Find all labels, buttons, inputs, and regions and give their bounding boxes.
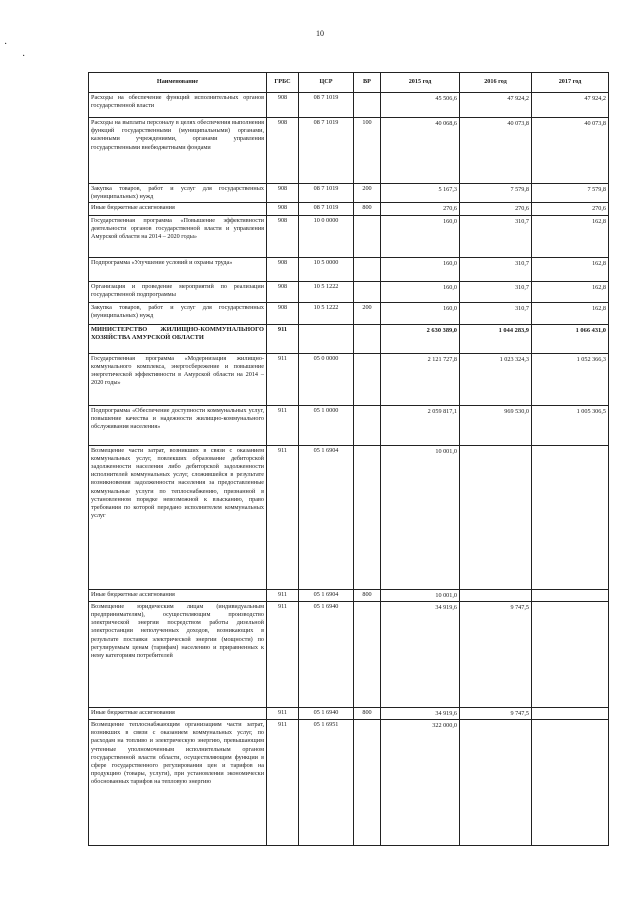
cell-vr: 200 — [354, 302, 381, 324]
cell-vr — [354, 215, 381, 257]
cell-2017: 47 924,2 — [532, 93, 609, 118]
header-2015: 2015 год — [381, 73, 460, 93]
table-row — [89, 353, 609, 405]
cell-2016: 969 530,0 — [460, 405, 532, 445]
cell-grbs: 911 — [267, 589, 299, 601]
cell-grbs: 911 — [267, 405, 299, 445]
cell-grbs: 908 — [267, 281, 299, 302]
cell-2017: 270,6 — [532, 203, 609, 215]
cell-vr: 800 — [354, 707, 381, 719]
cell-2015: 10 001,0 — [381, 445, 460, 589]
cell-name: Подпрограмма «Обеспечение доступности коммунальных услуг, повышение качества и надежности жилищно-коммунального обслуживания населения» — [89, 405, 267, 445]
cell-2017: 162,8 — [532, 215, 609, 257]
cell-2015: 2 059 817,1 — [381, 405, 460, 445]
cell-vr — [354, 257, 381, 281]
table-row — [89, 601, 609, 707]
table-row — [89, 324, 609, 353]
cell-csr: 05 1 0000 — [299, 405, 354, 445]
cell-csr: 08 7 1019 — [299, 93, 354, 118]
table-row — [89, 118, 609, 184]
cell-vr — [354, 720, 381, 846]
cell-2015: 160,0 — [381, 215, 460, 257]
cell-2015: 160,0 — [381, 302, 460, 324]
cell-vr: 800 — [354, 203, 381, 215]
cell-2016 — [460, 720, 532, 846]
cell-2016: 1 023 324,3 — [460, 353, 532, 405]
cell-2015: 34 919,6 — [381, 707, 460, 719]
cell-csr: 08 7 1019 — [299, 184, 354, 203]
cell-2015: 45 506,6 — [381, 93, 460, 118]
cell-grbs: 911 — [267, 601, 299, 707]
cell-grbs: 908 — [267, 203, 299, 215]
cell-grbs: 908 — [267, 257, 299, 281]
header-2016: 2016 год — [460, 73, 532, 93]
cell-name: Расходы на выплаты персоналу в целях обеспечения выполнения функций государственными (муниципальными) органами, казенными учреждениями, органами управления государственными внебюджетными фондами — [89, 118, 267, 184]
cell-grbs: 908 — [267, 302, 299, 324]
cell-name: Закупка товаров, работ и услуг для государственных (муниципальных) нужд — [89, 302, 267, 324]
cell-csr: 05 1 6904 — [299, 445, 354, 589]
cell-name: Государственная программа «Модернизация жилищно-коммунального комплекса, энергосбережение и повышение энергетической эффективности в Амурской области на 2014 – 2020 годы» — [89, 353, 267, 405]
table-row — [89, 281, 609, 302]
table-header-row — [89, 73, 609, 93]
cell-2016: 9 747,5 — [460, 601, 532, 707]
cell-name: Расходы на обеспечение функций исполнительных органов государственной власти — [89, 93, 267, 118]
cell-csr: 08 7 1019 — [299, 118, 354, 184]
cell-csr: 05 0 0000 — [299, 353, 354, 405]
cell-name: Возмещение части затрат, возникших в связи с оказанием коммунальных услуг, повлекших образование дебиторской задолженности населения либо дебиторской задолженности исполнителей коммунальных услуг, сложившейся в результате возникновения задолженности населения за предоставленные коммунальные услуги по теплоснабжению, признанной в установленном порядке невозможной к взысканию, право требования по которой передано исполнителем коммунальных услуг — [89, 445, 267, 589]
cell-grbs: 911 — [267, 720, 299, 846]
table-row — [89, 445, 609, 589]
cell-csr: 10 0 0000 — [299, 215, 354, 257]
cell-2016: 1 044 283,9 — [460, 324, 532, 353]
table-row — [89, 257, 609, 281]
cell-vr: 200 — [354, 184, 381, 203]
cell-vr — [354, 601, 381, 707]
cell-2017: 162,8 — [532, 257, 609, 281]
cell-csr: 10 5 1222 — [299, 302, 354, 324]
cell-2017 — [532, 707, 609, 719]
cell-2015: 5 167,3 — [381, 184, 460, 203]
header-vr: ВР — [354, 73, 381, 93]
cell-2017: 1 052 366,3 — [532, 353, 609, 405]
cell-2016: 270,6 — [460, 203, 532, 215]
cell-csr: 10 5 1222 — [299, 281, 354, 302]
cell-2016: 310,7 — [460, 281, 532, 302]
cell-name: Иные бюджетные ассигнования — [89, 203, 267, 215]
cell-grbs: 908 — [267, 93, 299, 118]
cell-2016 — [460, 589, 532, 601]
cell-2015: 34 919,6 — [381, 601, 460, 707]
cell-2016: 310,7 — [460, 302, 532, 324]
cell-name: Иные бюджетные ассигнования — [89, 707, 267, 719]
table-row — [89, 589, 609, 601]
table-row — [89, 203, 609, 215]
cell-grbs: 911 — [267, 324, 299, 353]
cell-2015: 2 121 727,8 — [381, 353, 460, 405]
header-csr: ЦСР — [299, 73, 354, 93]
cell-2015: 40 068,6 — [381, 118, 460, 184]
cell-2015: 2 630 389,0 — [381, 324, 460, 353]
table-row — [89, 405, 609, 445]
cell-vr — [354, 324, 381, 353]
cell-grbs: 911 — [267, 707, 299, 719]
cell-2017: 162,8 — [532, 302, 609, 324]
cell-vr — [354, 445, 381, 589]
cell-2017: 1 005 306,5 — [532, 405, 609, 445]
cell-csr — [299, 324, 354, 353]
cell-2015: 160,0 — [381, 281, 460, 302]
cell-csr: 05 1 6940 — [299, 707, 354, 719]
cell-name: Подпрограмма «Улучшение условий и охраны труда» — [89, 257, 267, 281]
cell-vr: 100 — [354, 118, 381, 184]
cell-2017: 40 073,8 — [532, 118, 609, 184]
cell-vr: 800 — [354, 589, 381, 601]
table-row — [89, 93, 609, 118]
cell-csr: 05 1 6951 — [299, 720, 354, 846]
cell-grbs: 911 — [267, 353, 299, 405]
cell-csr: 10 5 0000 — [299, 257, 354, 281]
table-row — [89, 215, 609, 257]
cell-2017: 1 066 431,0 — [532, 324, 609, 353]
cell-vr — [354, 93, 381, 118]
cell-2016: 7 579,8 — [460, 184, 532, 203]
cell-2017 — [532, 601, 609, 707]
cell-2016: 9 747,5 — [460, 707, 532, 719]
table-row — [89, 302, 609, 324]
cell-name: Возмещение теплоснабжающим организациям части затрат, возникших в связи с оказанием коммунальных услуг, по расходам на топливо и электрическую энергию, превышающим учтенные уполномоченным исполнительным органом государственной власти области, осуществляющим функции в сфере государственного регулирования цен и тарифов на продукцию (товары, услуги), при установлении экономически обоснованных тарифов на тепловую энергию — [89, 720, 267, 846]
cell-name: Государственная программа «Повышение эффективности деятельности органов государственной власти и управления Амурской области на 2014 – 2020 годы» — [89, 215, 267, 257]
table-body — [89, 93, 609, 846]
cell-grbs: 908 — [267, 215, 299, 257]
cell-csr: 05 1 6904 — [299, 589, 354, 601]
cell-name: Возмещение юридическим лицам (индивидуальным предпринимателям), осуществляющим производство электрической энергии посредством работы дизельной электростанции неполученных доходов, возникающих в результате поставки электрической энергии (мощности) по регулируемым ценам (тарифам) населению и приравненных к нему категориям потребителей — [89, 601, 267, 707]
cell-2016 — [460, 445, 532, 589]
cell-2015: 160,0 — [381, 257, 460, 281]
cell-grbs: 911 — [267, 445, 299, 589]
table-row — [89, 720, 609, 846]
cell-2017: 162,8 — [532, 281, 609, 302]
cell-2015: 10 001,0 — [381, 589, 460, 601]
cell-name: Закупка товаров, работ и услуг для государственных (муниципальных) нужд — [89, 184, 267, 203]
header-grbs: ГРБС — [267, 73, 299, 93]
cell-2016: 47 924,2 — [460, 93, 532, 118]
cell-name: Иные бюджетные ассигнования — [89, 589, 267, 601]
cell-2015: 270,6 — [381, 203, 460, 215]
header-2017: 2017 год — [532, 73, 609, 93]
cell-grbs: 908 — [267, 184, 299, 203]
cell-2017 — [532, 445, 609, 589]
cell-2017: 7 579,8 — [532, 184, 609, 203]
header-name: Наименование — [89, 73, 267, 93]
cell-2016: 310,7 — [460, 215, 532, 257]
cell-vr — [354, 353, 381, 405]
cell-csr: 08 7 1019 — [299, 203, 354, 215]
cell-name: Организация и проведение мероприятий по реализации государственной подпрограммы — [89, 281, 267, 302]
cell-2017 — [532, 589, 609, 601]
scan-speck: · — [4, 39, 8, 50]
cell-vr — [354, 281, 381, 302]
budget-table — [88, 72, 609, 846]
cell-2015: 322 000,0 — [381, 720, 460, 846]
cell-grbs: 908 — [267, 118, 299, 184]
cell-2016: 40 073,8 — [460, 118, 532, 184]
table-row — [89, 707, 609, 719]
scan-speck: · — [22, 51, 26, 62]
page-number: 10 — [316, 29, 324, 38]
cell-name: МИНИСТЕРСТВО ЖИЛИЩНО-КОММУНАЛЬНОГО ХОЗЯЙСТВА АМУРСКОЙ ОБЛАСТИ — [89, 324, 267, 353]
cell-vr — [354, 405, 381, 445]
cell-csr: 05 1 6940 — [299, 601, 354, 707]
cell-2017 — [532, 720, 609, 846]
cell-2016: 310,7 — [460, 257, 532, 281]
table-row — [89, 184, 609, 203]
